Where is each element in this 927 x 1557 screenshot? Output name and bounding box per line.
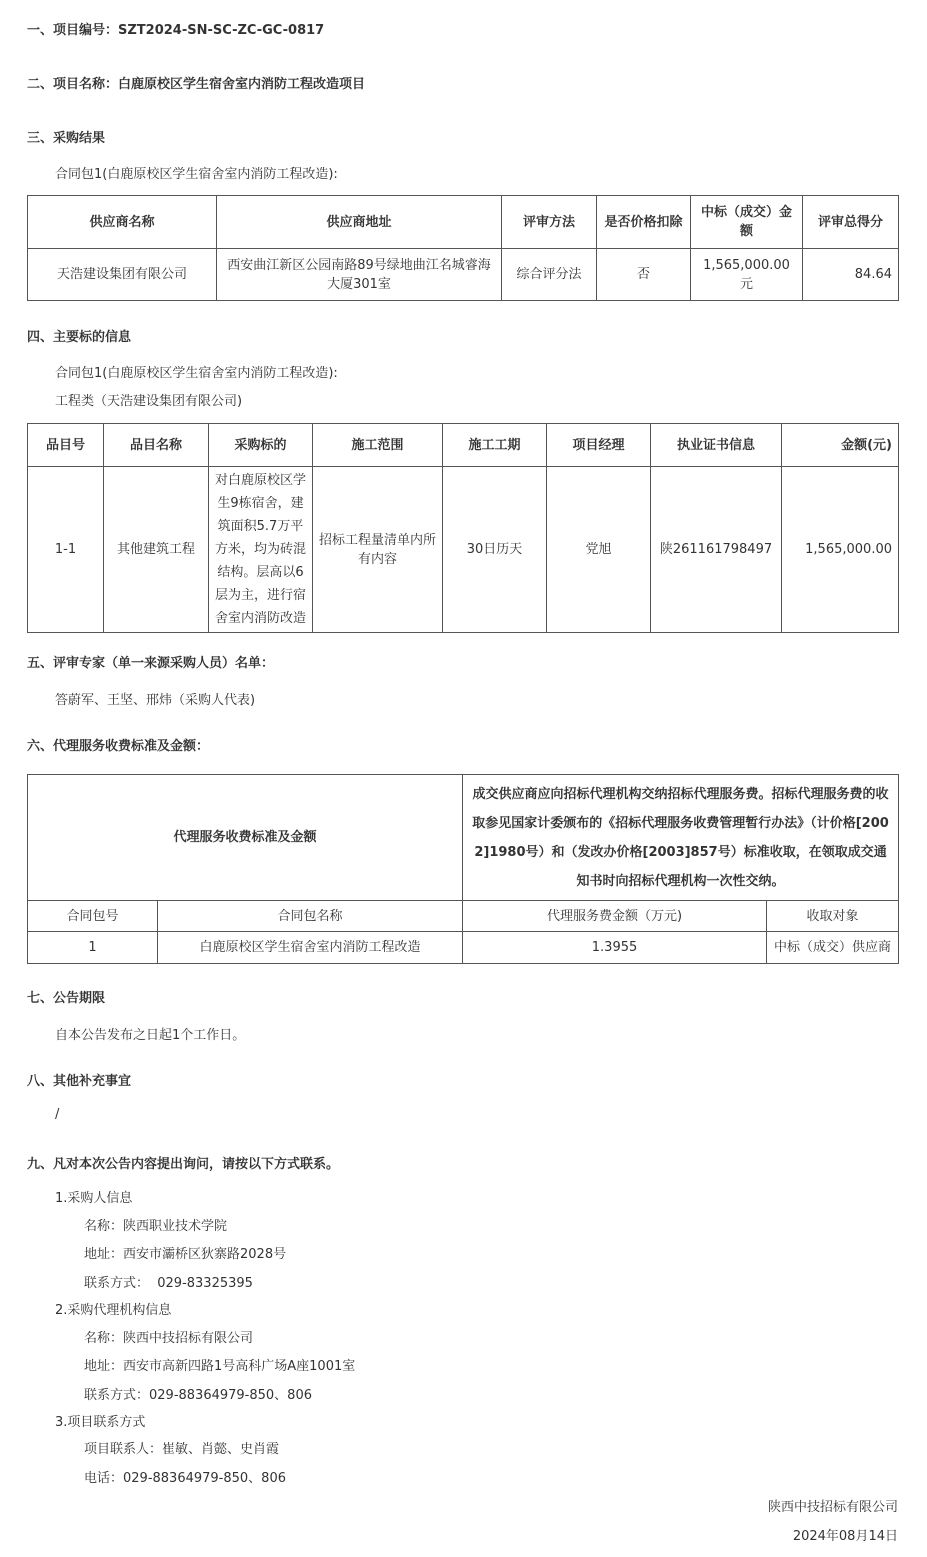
result-header-row (28, 196, 899, 249)
construction-scope: 招标工程量清单内所有内容 (313, 467, 443, 633)
project-manager: 党旭 (547, 467, 651, 633)
item-name: 其他建筑工程 (104, 467, 209, 633)
fee-description: 成交供应商应向招标代理机构交纳招标代理服务费。招标代理服务费的收取参见国家计委颁布的《招标代理服务收费管理暂行办法》（计价格[2002]1980号）和（发改办价格[2003]857号）标准收取，在领取成交通知书时向招标代理机构一次性交纳。 (463, 775, 899, 901)
header-construction-period: 施工工期 (443, 424, 547, 467)
package-name: 白鹿原校区学生宿舍室内消防工程改造 (158, 932, 463, 964)
table-row (28, 467, 899, 633)
project-name: 二、项目名称：白鹿原校区学生宿舍室内消防工程改造项目 (27, 77, 366, 92)
section-agency-fee: 六、代理服务收费标准及金额： (27, 739, 210, 754)
buyer-address: 地址：西安市灞桥区狄寨路2028号 (84, 1247, 287, 1262)
header-package-no: 合同包号 (28, 901, 158, 932)
items-header-row (28, 424, 899, 467)
table-row (28, 249, 899, 301)
header-procurement-subject: 采购标的 (209, 424, 313, 467)
section-main-items: 四、主要标的信息 (27, 330, 132, 345)
item-amount: 1,565,000.00 (782, 467, 899, 633)
supplier-address: 西安曲江新区公园南路89号绿地曲江名城睿海大厦301室 (217, 249, 502, 301)
items-table (27, 423, 899, 633)
section-other-matters: 八、其他补充事宜 (27, 1074, 132, 1089)
header-total-score: 评审总得分 (803, 196, 899, 249)
fee-amount: 1.3955 (463, 932, 767, 964)
project-contact-title: 3.项目联系方式 (55, 1415, 146, 1430)
project-contact-phone: 电话：029-88364979-850、806 (84, 1471, 286, 1486)
header-amount: 金额(元) (782, 424, 899, 467)
header-item-no: 品目号 (28, 424, 104, 467)
fee-header-row (28, 901, 899, 932)
agency-name: 名称：陕西中技招标有限公司 (84, 1331, 254, 1346)
header-fee-payer: 收取对象 (767, 901, 899, 932)
section-notice-period: 七、公告期限 (27, 991, 106, 1006)
project-number: 一、项目编号：SZT2024-SN-SC-ZC-GC-0817 (27, 23, 325, 38)
header-project-manager: 项目经理 (547, 424, 651, 467)
header-item-name: 品目名称 (104, 424, 209, 467)
construction-period: 30日历天 (443, 467, 547, 633)
procurement-subject: 对白鹿原校区学生9栋宿舍，建筑面积5.7万平方米，均为砖混结构。层高以6层为主，进行宿舍室内消防改造 (209, 467, 313, 633)
fee-description-row (28, 775, 899, 901)
fee-payer: 中标（成交）供应商 (767, 932, 899, 964)
price-deduction: 否 (597, 249, 691, 301)
experts-list: 答蔚军、王坚、邢炜（采购人代表) (55, 693, 256, 708)
header-award-amount: 中标（成交）金额 (691, 196, 803, 249)
project-contact-people: 项目联系人：崔敏、肖懿、史肖霞 (84, 1442, 280, 1457)
header-supplier-address: 供应商地址 (217, 196, 502, 249)
table-row (28, 932, 899, 964)
fee-label: 代理服务收费标准及金额 (28, 775, 463, 901)
other-matters-text: / (55, 1107, 60, 1122)
result-table (27, 195, 899, 301)
footer-date: 2024年08月14日 (792, 1529, 898, 1544)
total-score: 84.64 (803, 249, 899, 301)
items-package-label: 合同包1(白鹿原校区学生宿舍室内消防工程改造): (55, 366, 338, 381)
header-supplier-name: 供应商名称 (28, 196, 217, 249)
footer-company: 陕西中技招标有限公司 (767, 1500, 898, 1515)
agency-info-title: 2.采购代理机构信息 (55, 1303, 172, 1318)
header-price-deduction: 是否价格扣除 (597, 196, 691, 249)
certificate-info: 陕261161798497 (651, 467, 782, 633)
item-no: 1-1 (28, 467, 104, 633)
section-procurement-result: 三、采购结果 (27, 131, 106, 146)
agency-phone: 联系方式：029-88364979-850、806 (84, 1388, 312, 1403)
section-contact: 九、凡对本次公告内容提出询问，请按以下方式联系。 (27, 1157, 340, 1172)
header-certificate-info: 执业证书信息 (651, 424, 782, 467)
notice-period-text: 自本公告发布之日起1个工作日。 (55, 1028, 246, 1043)
result-package-label: 合同包1(白鹿原校区学生宿舍室内消防工程改造): (55, 167, 338, 182)
review-method: 综合评分法 (502, 249, 597, 301)
items-category-label: 工程类（天浩建设集团有限公司) (55, 394, 243, 409)
package-no: 1 (28, 932, 158, 964)
section-experts: 五、评审专家（单一来源采购人员）名单： (27, 656, 275, 671)
buyer-phone: 联系方式： 029-83325395 (84, 1276, 253, 1291)
buyer-name: 名称：陕西职业技术学院 (84, 1219, 228, 1234)
header-review-method: 评审方法 (502, 196, 597, 249)
header-package-name: 合同包名称 (158, 901, 463, 932)
buyer-info-title: 1.采购人信息 (55, 1191, 133, 1206)
header-construction-scope: 施工范围 (313, 424, 443, 467)
fee-table (27, 774, 899, 964)
award-amount: 1,565,000.00元 (691, 249, 803, 301)
supplier-name: 天浩建设集团有限公司 (28, 249, 217, 301)
agency-address: 地址：西安市高新四路1号高科广场A座1001室 (84, 1359, 356, 1374)
header-fee-amount: 代理服务费金额（万元) (463, 901, 767, 932)
